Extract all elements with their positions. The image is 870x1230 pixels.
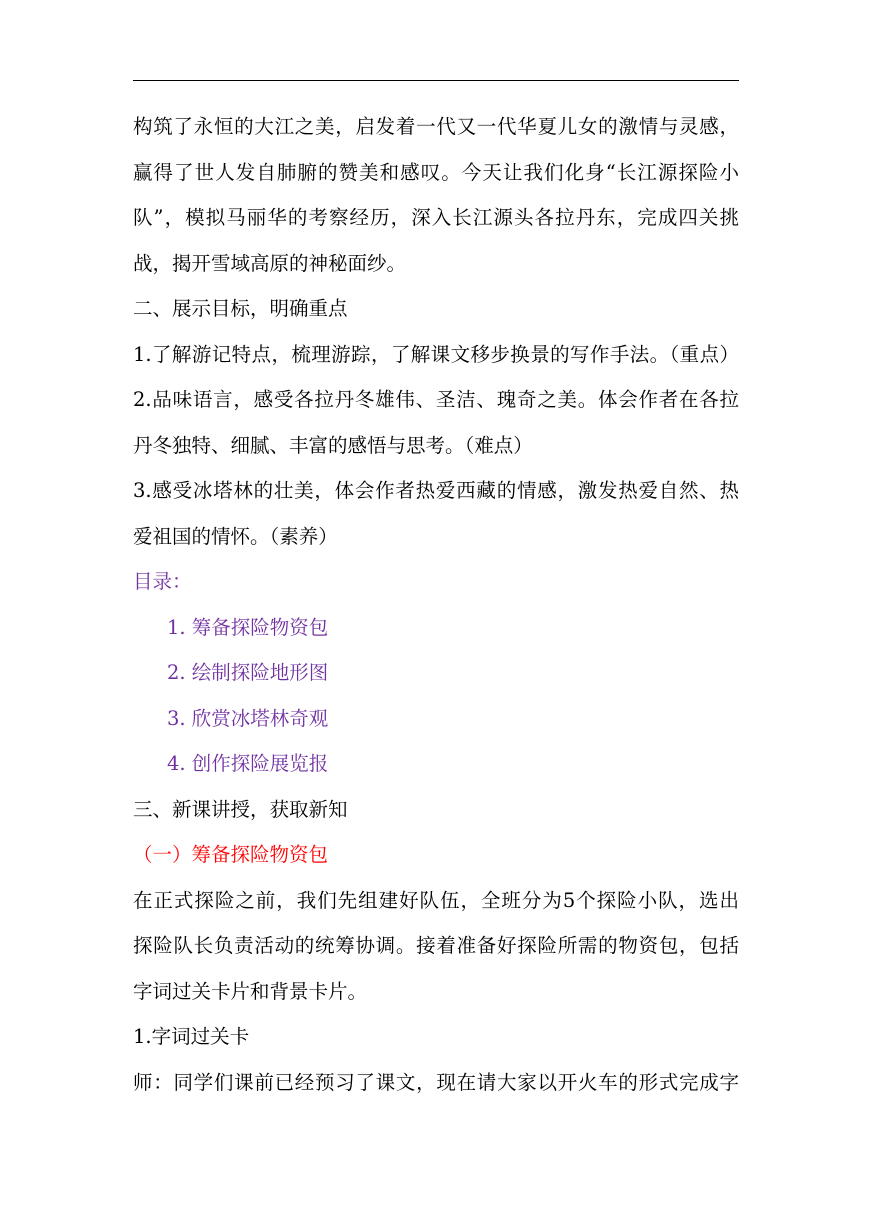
header-rule: [133, 80, 739, 81]
paragraph-line: 探险队长负责活动的统筹协调。接着准备好探险所需的物资包，包括: [133, 934, 739, 957]
section-heading-goals: 二、展示目标，明确重点: [133, 297, 348, 320]
toc-item: 3. 欣赏冰塔林奇观: [167, 706, 329, 730]
toc-item: 2. 绘制探险地形图: [167, 661, 329, 684]
section-heading-new-lesson: 三、新课讲授，获取新知: [133, 797, 348, 821]
goal-line: 丹冬独特、细腻、丰富的感悟与思考。（难点）: [133, 433, 533, 457]
subsection-heading: （一）筹备探险物资包: [133, 843, 329, 866]
paragraph-line: 字词过关卡片和背景卡片。: [133, 979, 368, 1003]
intro-line: 战，揭开雪域高原的神秘面纱。: [133, 251, 407, 275]
goal-line: 3.感受冰塔林的壮美，体会作者热爱西藏的情感，激发热爱自然、热: [133, 479, 739, 502]
toc-item: 1. 筹备探险物资包: [167, 615, 329, 639]
item-heading: 1.字词过关卡: [133, 1025, 250, 1048]
goal-line: 2.品味语言，感受各拉丹冬雄伟、圣洁、瑰奇之美。体会作者在各拉: [133, 388, 739, 411]
goal-line: 1.了解游记特点，梳理游踪，了解课文移步换景的写作手法。（重点）: [133, 342, 739, 366]
intro-line: 队”，模拟马丽华的考察经历，深入长江源头各拉丹东，完成四关挑: [133, 206, 739, 229]
toc-title: 目录：: [133, 570, 192, 593]
document-body: [133, 104, 739, 1105]
goal-line: 爱祖国的情怀。（素养）: [133, 524, 338, 548]
toc-item: 4. 创作探险展览报: [167, 752, 329, 775]
intro-line: 赢得了世人发自肺腑的赞美和感叹。今天让我们化身“长江源探险小: [133, 160, 739, 184]
teacher-line: 师：同学们课前已经预习了课文，现在请大家以开火车的形式完成字: [133, 1070, 739, 1094]
intro-line: 构筑了永恒的大江之美，启发着一代又一代华夏儿女的激情与灵感，: [133, 115, 739, 138]
paragraph-line: 在正式探险之前，我们先组建好队伍，全班分为5个探险小队，选出: [133, 888, 739, 912]
